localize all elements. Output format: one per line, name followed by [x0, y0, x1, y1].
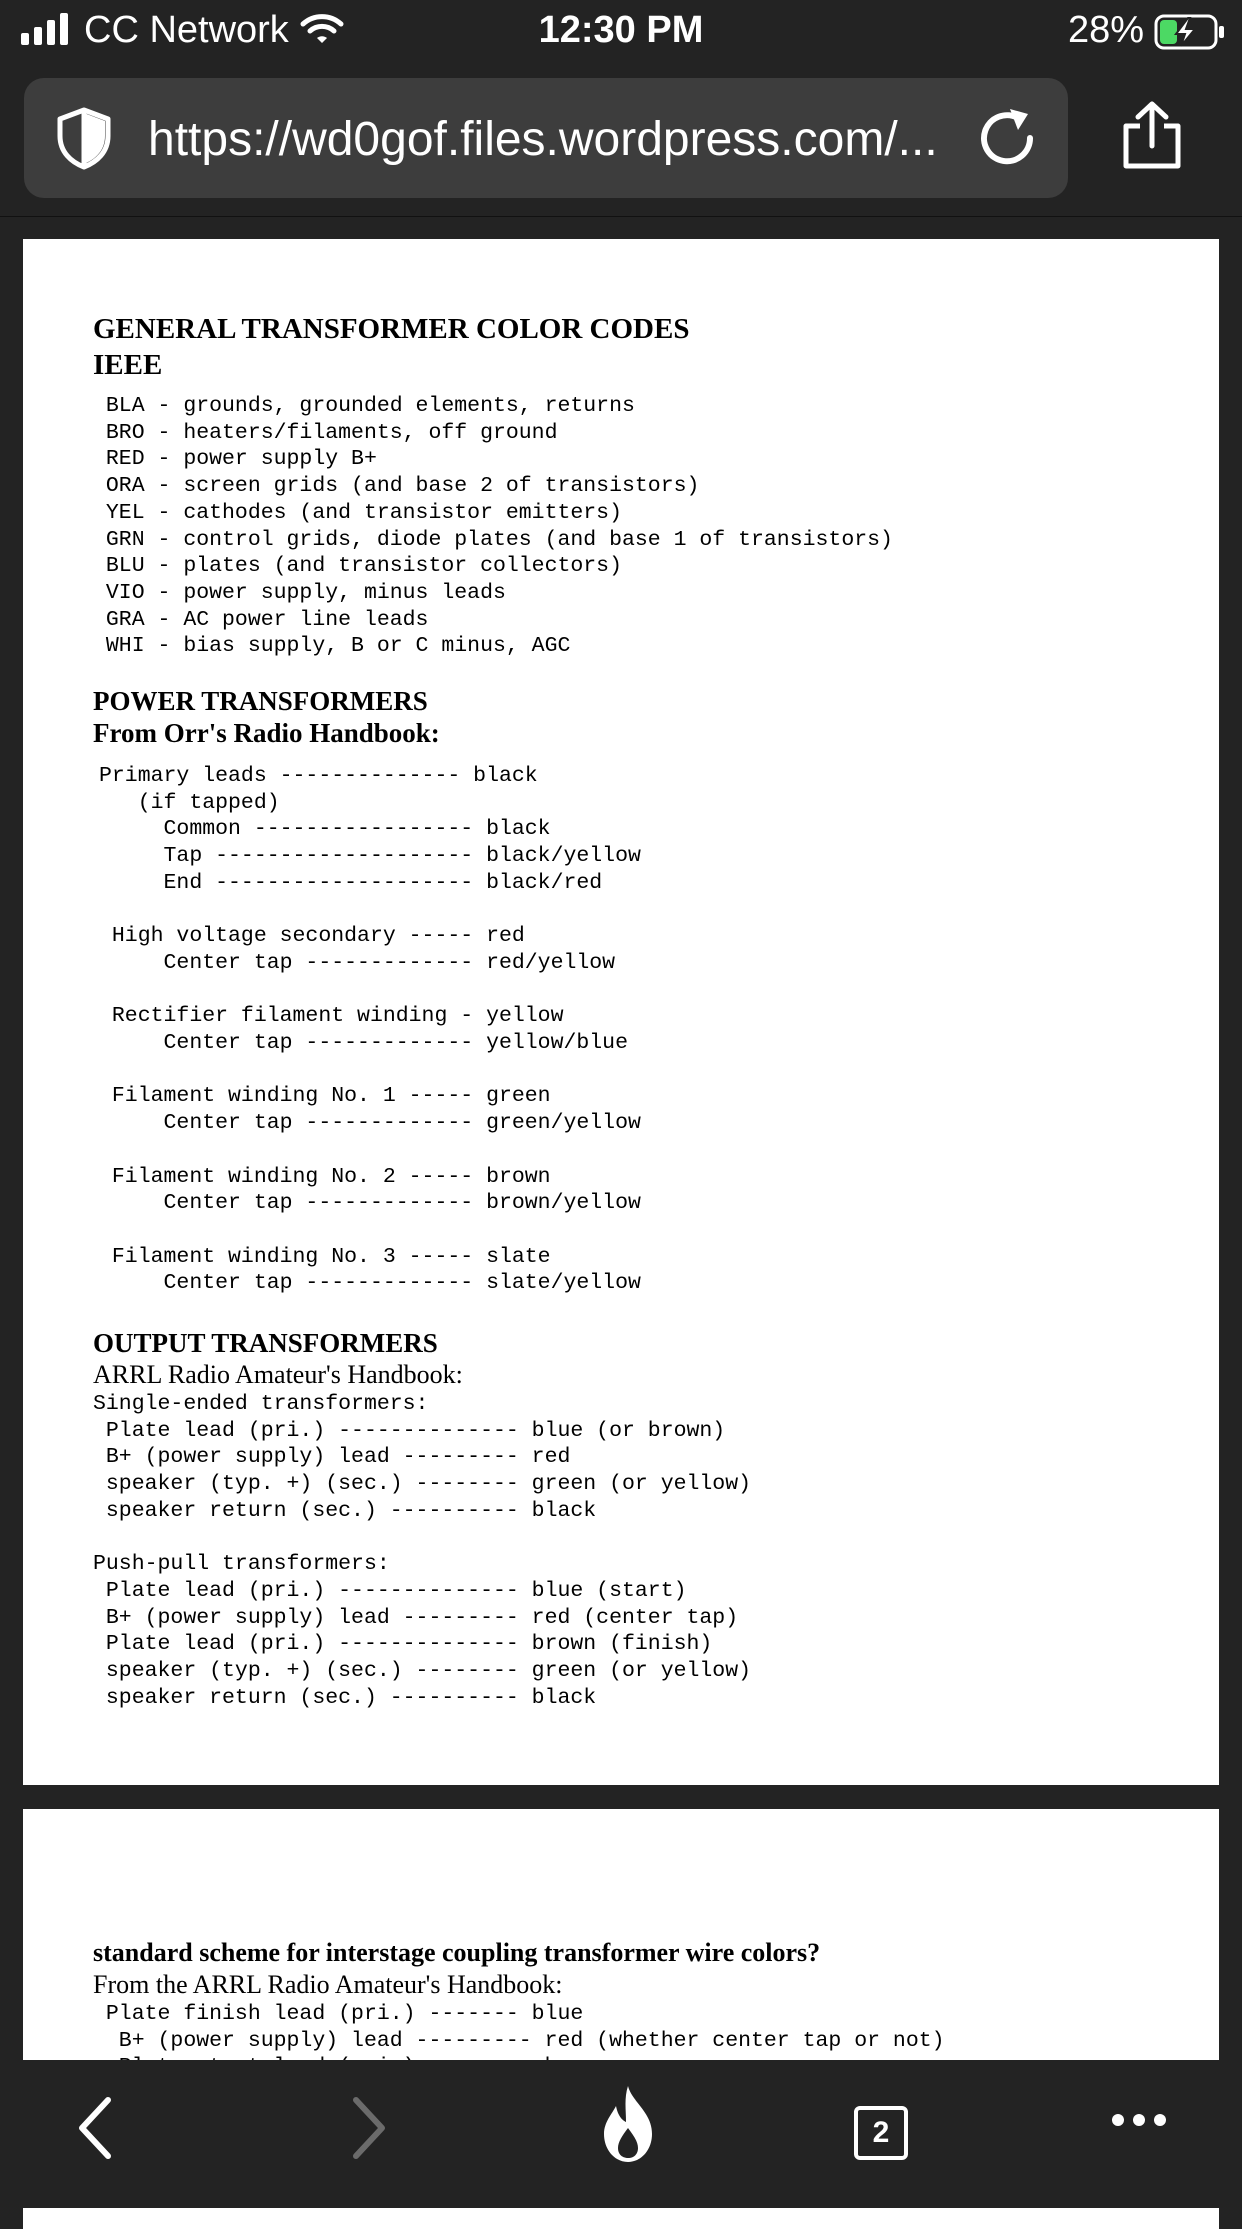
section-output-transformers	[93, 1327, 751, 1711]
address-bar[interactable]	[24, 78, 1068, 198]
back-arrow-icon[interactable]	[74, 2086, 118, 2170]
color-code-list: BLA - grounds, grounded elements, returns BRO - heaters/filaments, off ground RED - power supply B+ ORA - screen grids (and base 2 of transistors) YEL - cathodes (and transistor emitters) GRN - control grids, diode plates (and base 1 of transistors) BLU - plates (and transistor collectors) VIO - power supply, minus leads GRA - AC power line leads WHI - bias supply, B or C minus, AGC	[105, 394, 893, 659]
section-power-transformers	[93, 685, 641, 1297]
section-subtitle: IEEE	[93, 349, 163, 381]
clock: 12:30 PM	[538, 9, 704, 51]
section-title: OUTPUT TRANSFORMERS	[93, 1328, 438, 1358]
section-general-color-codes	[93, 311, 893, 660]
status-bar	[0, 0, 1242, 64]
battery-charging-icon	[1154, 14, 1226, 50]
divider	[0, 216, 1242, 217]
more-options-icon[interactable]	[1110, 2112, 1168, 2128]
battery-percent: 28%	[1068, 9, 1145, 51]
section-title: GENERAL TRANSFORMER COLOR CODES	[93, 313, 690, 345]
section-subtitle: From the ARRL Radio Amateur's Handbook:	[93, 1970, 563, 1999]
carrier-name: CC Network	[84, 9, 289, 51]
pdf-page-1	[23, 239, 1219, 1785]
interstage-list: Plate finish lead (pri.) ------- blue B+ (power supply) lead --------- red (whether center tap or not)	[105, 2002, 945, 2053]
fire-icon[interactable]	[596, 2082, 660, 2166]
forward-arrow-icon[interactable]	[346, 2086, 390, 2170]
reload-icon[interactable]	[972, 104, 1042, 174]
shield-icon[interactable]	[52, 106, 116, 170]
section-title: POWER TRANSFORMERS	[93, 686, 428, 716]
share-icon[interactable]	[1118, 100, 1186, 172]
bottom-toolbar	[0, 2060, 1242, 2208]
section-subtitle: From Orr's Radio Handbook:	[93, 718, 440, 748]
section-subtitle: ARRL Radio Amateur's Handbook:	[93, 1360, 463, 1389]
power-transformer-list: Primary leads -------------- black (if tapped) Common ----------------- black Tap -------------------- black/yellow End -------------------- black/red High voltage secondary ----- red Center tap ------------- red/yellow Rectifier filament winding - yellow Center tap ------------- yellow/blue Filament winding No. 1 ----- green Center tap ------------- green/yellow Filament winding No. 2 ----- brown Center tap ------------- brown/yellow Filament winding No. 3 ----- slate Center tap ------------- slate/yellow	[99, 764, 641, 1296]
output-transformer-list: Single-ended transformers: Plate lead (pri.) -------------- blue (or brown) B+ (power supply) lead --------- red speaker (typ. +) (sec.) -------- green (or yellow) speaker return (sec.) ---------- black Push-pull transformers: Plate lead (pri.) -------------- blue (start) B+ (power supply) lead --------- red (center tap) Plate lead (pri.) -------------- brown (finish) speaker (typ. +) (sec.) -------- green (or yellow) speaker return (sec.) ---------- black	[93, 1392, 752, 1710]
url-text[interactable]: https://wd0gof.files.wordpress.com/...	[148, 113, 938, 166]
tabs-button[interactable]: 2	[854, 2106, 908, 2160]
section-title: standard scheme for interstage coupling transformer wire colors?	[93, 1938, 821, 1967]
